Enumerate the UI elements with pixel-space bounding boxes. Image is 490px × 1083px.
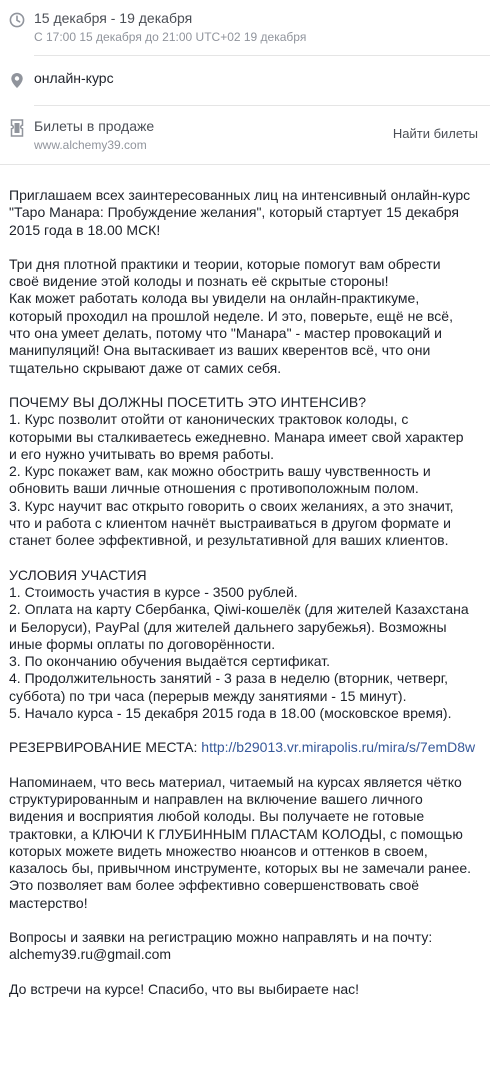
event-place-title: онлайн-курс xyxy=(34,70,114,86)
list-item: 3. По окончанию обучения выдаётся сертификат. xyxy=(9,653,330,670)
list-item: которыми вы сталкиваетесь ежедневно. Манара имеет свой характер xyxy=(9,428,464,445)
event-date-row[interactable] xyxy=(0,0,490,56)
description-line: мастерство! xyxy=(9,894,88,911)
reservation-label: РЕЗЕРВИРОВАНИЕ МЕСТА: xyxy=(9,739,202,756)
event-date-subtitle: С 17:00 15 декабря до 21:00 UTC+02 19 декабря xyxy=(34,30,307,44)
description-line: Три дня плотной практики и теории, которые помогут вам обрести xyxy=(9,255,441,272)
description-line: манипуляций! Она вытаскивает из ваших кверентов всё, что они xyxy=(9,342,431,359)
list-item: обновить ваши личные отношения с противоположным полом. xyxy=(9,480,419,497)
description-practice xyxy=(9,256,481,377)
description-line: Вопросы и заявки на регистрацию можно направлять и на почту: xyxy=(9,928,433,945)
section-heading: ПОЧЕМУ ВЫ ДОЛЖНЫ ПОСЕТИТЬ ЭТО ИНТЕНСИВ? xyxy=(9,393,366,410)
event-tickets-text xyxy=(34,118,393,153)
clock-icon xyxy=(8,11,26,29)
list-item: и Белоруси), PayPal (для жителей дальнего зарубежья). Возможны xyxy=(9,618,447,635)
list-item: суббота) по три часа (перерыв между занятиями - 15 минут). xyxy=(9,687,407,704)
contact-email: alchemy39.ru@gmail.com xyxy=(9,946,172,963)
event-info xyxy=(0,0,490,165)
description-conditions xyxy=(9,567,481,723)
description-why xyxy=(9,394,481,550)
list-item: 3. Курс научит вас открыто говорить о своих желаниях, а это значит, xyxy=(9,497,454,514)
list-item: 2. Курс покажет вам, как можно обострить вашу чувственность и xyxy=(9,463,431,480)
description-line: который проходил на прошлой неделе. И это, поверьте, ещё не всё, xyxy=(9,307,453,324)
description-line: До встречи на курсе! Спасибо, что вы выбираете нас! xyxy=(9,980,360,997)
section-heading: УСЛОВИЯ УЧАСТИЯ xyxy=(9,566,147,583)
description-line: Приглашаем всех заинтересованных лиц на интенсивный онлайн-курс xyxy=(9,187,471,203)
list-item: 5. Начало курса - 15 декабря 2015 года в 18.00 (московское время). xyxy=(9,705,452,722)
tickets-title: Билеты в продаже xyxy=(34,118,155,134)
list-item: что и работа с клиентом начнёт выстраиваться в другом формате и xyxy=(9,515,451,532)
event-description xyxy=(0,165,490,998)
ticket-icon xyxy=(8,119,26,137)
reservation-link[interactable]: http://b29013.vr.mirapolis.ru/mira/s/7emD8w xyxy=(201,739,476,756)
event-date-title: 15 декабря - 19 декабря xyxy=(34,10,193,26)
description-line: видения и восприятия любой колоды. Вы получаете не готовые xyxy=(9,808,425,825)
event-place-text xyxy=(34,70,478,87)
list-item: 2. Оплата на карту Сбербанка, Qiwi-кошелёк (для жителей Казахстана xyxy=(9,601,469,618)
list-item: 1. Стоимость участия в курсе - 3500 рублей. xyxy=(9,583,298,600)
tickets-site[interactable]: www.alchemy39.com xyxy=(34,138,147,152)
description-line: "Таро Манара: Пробуждение желания", который стартует 15 декабря xyxy=(9,204,459,221)
find-tickets-button[interactable]: Найти билеты xyxy=(392,126,478,141)
description-line: Это позволяет вам более эффективно совершенствовать своё xyxy=(9,877,420,894)
description-line: тщательно скрывают даже от самих себя. xyxy=(9,359,282,376)
list-item: и его нужно учитывать во время работы. xyxy=(9,445,275,462)
event-date-text xyxy=(34,10,478,45)
description-reminder xyxy=(9,774,481,912)
description-intro xyxy=(9,187,481,239)
list-item: станет более эффективной, и результативной для ваших клиентов. xyxy=(9,532,449,549)
list-item: 4. Продолжительность занятий - 3 раза в неделю (вторник, четверг, xyxy=(9,670,449,687)
description-reservation xyxy=(9,739,481,756)
location-pin-icon xyxy=(8,71,26,89)
description-line: Напоминаем, что весь материал, читаемый на курсах является чётко xyxy=(9,773,462,790)
description-line: своё видение этой колоды и познать её скрытые стороны! xyxy=(9,273,389,290)
description-closing xyxy=(9,981,481,998)
description-line: которых можете видеть множество нюансов и оттенков в своем, xyxy=(9,842,428,859)
description-line: 2015 года в 18.00 МСК! xyxy=(9,221,161,238)
description-line: казалось бы, привычном инструменте, которых вы не замечали ранее. xyxy=(9,860,472,877)
list-item: 1. Курс позволит отойти от канонических трактовок колоды, с xyxy=(9,411,409,428)
event-tickets-row xyxy=(0,106,490,164)
list-item: иные формы оплаты по договорённости. xyxy=(9,635,276,652)
event-place-row[interactable] xyxy=(0,56,490,106)
description-line: структурированным и направлен на включение вашего личного xyxy=(9,790,423,807)
description-contact xyxy=(9,929,481,964)
description-line: что она умеет делать, потому что "Манара" - мастер провокаций и xyxy=(9,325,442,342)
description-line: Как может работать колода вы увидели на онлайн-практикуме, xyxy=(9,290,420,307)
description-line: трактовки, а КЛЮЧИ К ГЛУБИННЫМ ПЛАСТАМ КОЛОДЫ, с помощью xyxy=(9,825,463,842)
